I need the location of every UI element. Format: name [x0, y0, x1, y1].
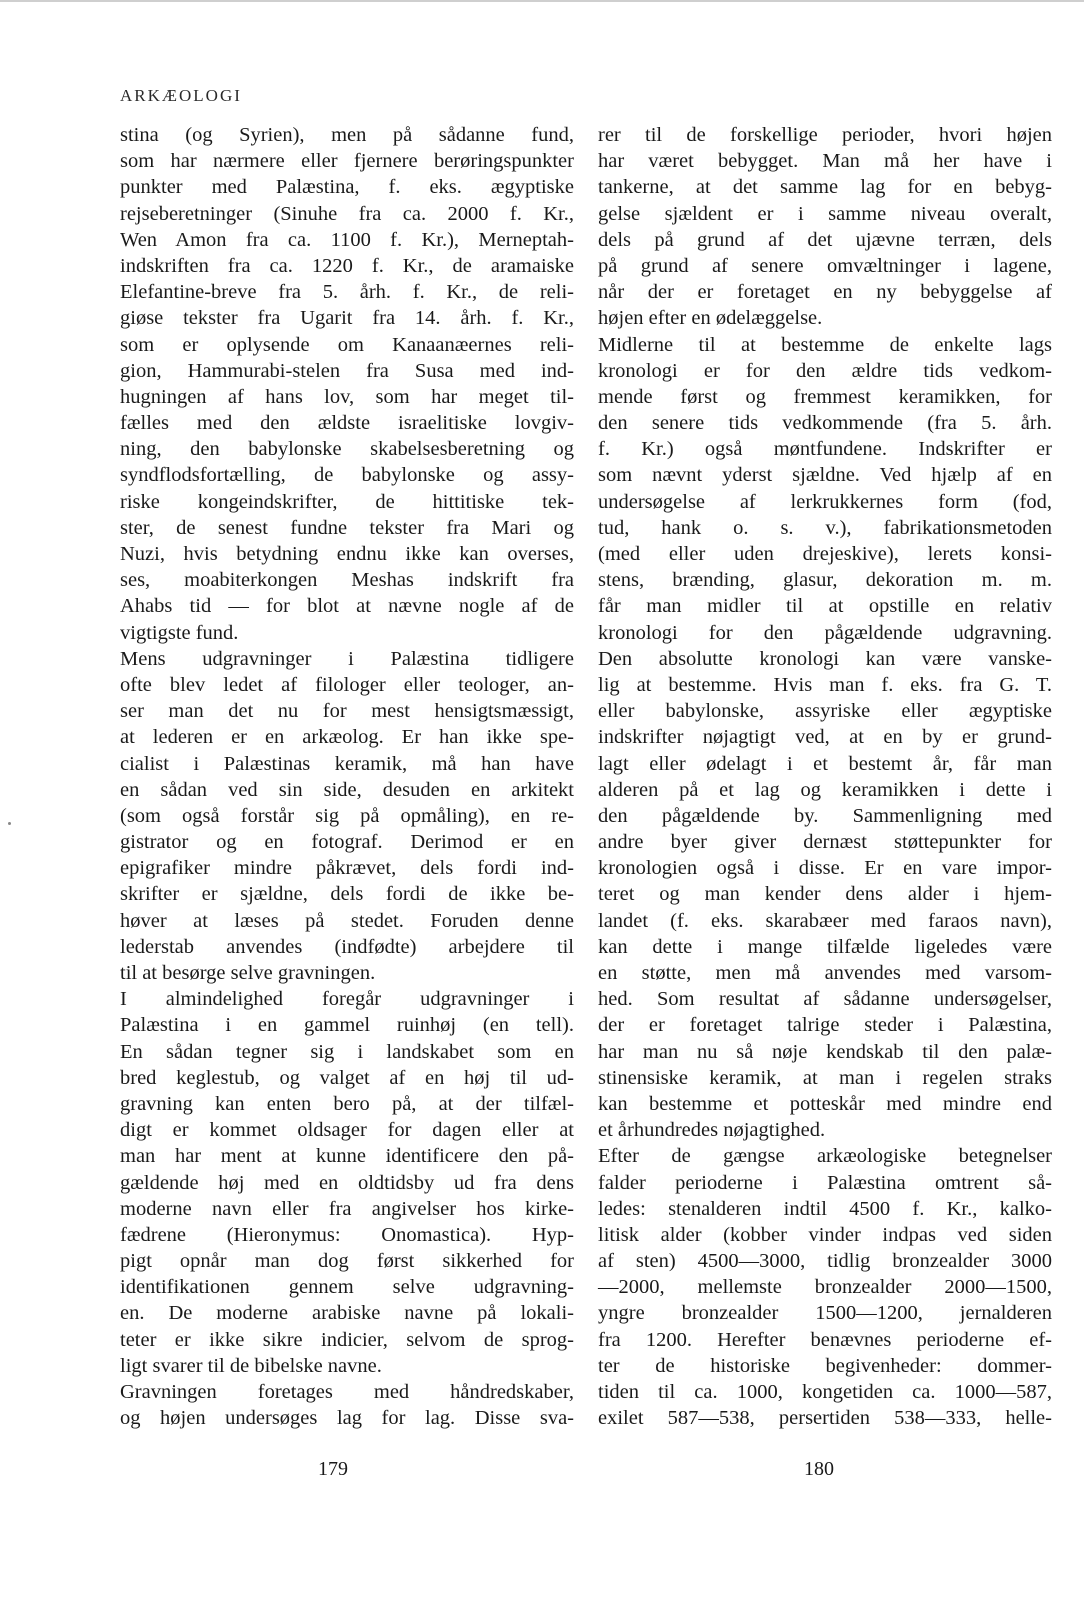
text-line: stens, brænding, glasur, dekoration m. m. — [598, 569, 1052, 592]
text-line: skrifter er sjældne, dels fordi de ikke be- — [120, 883, 574, 906]
text-line: En sådan tegner sig i landskabet som en — [120, 1040, 574, 1063]
text-line: som har nærmere eller fjernere berøringspunkter — [120, 150, 574, 173]
text-line: lig at bestemme. Hvis man f. eks. fra G. T. — [598, 673, 1052, 696]
text-line: epigrafiker mindre påkrævet, dels fordi ind- — [120, 857, 574, 880]
text-line: der er foretaget talrige steder i Palæstina, — [598, 1014, 1052, 1037]
text-line: dels på grund af det ujævne terræn, dels — [598, 228, 1052, 251]
text-line: hed. Som resultat af sådanne undersøgelser, — [598, 988, 1052, 1011]
text-line: indskriften fra ca. 1220 f. Kr., de aramaiske — [120, 254, 574, 277]
text-line: ning, den babylonske skabelsesberetning og — [120, 438, 574, 461]
text-line: tankerne, at det samme lag for en bebyg- — [598, 176, 1052, 199]
text-line: kronologien også i disse. Er en vare impor- — [598, 857, 1052, 880]
text-line: lagt eller ødelagt i et bestemt år, får man — [598, 752, 1052, 775]
text-line: en støtte, men må anvendes med varsom- — [598, 962, 1052, 984]
text-line: falder perioderne i Palæstina omtrent så- — [598, 1171, 1052, 1194]
text-line: andre byer giver dernæst støttepunkter for — [598, 831, 1052, 854]
text-line: af sten) 4500—3000, tidlig bronzealder 3000 — [598, 1250, 1052, 1273]
text-line: fædrene (Hieronymus: Onomastica). Hyp- — [120, 1223, 574, 1246]
text-line: lederstab anvendes (indfødte) arbejdere til — [120, 935, 574, 958]
text-line: moderne navn eller fra angivelser hos kirke- — [120, 1197, 574, 1220]
right-text-column — [598, 122, 1052, 1431]
left-text-column — [120, 122, 574, 1431]
text-line: teret og man kender dens alder i hjem- — [598, 883, 1052, 906]
text-line: exilet 587—538, persertiden 538—333, helle- — [598, 1407, 1052, 1430]
text-line: Wen Amon fra ca. 1100 f. Kr.), Merneptah- — [120, 228, 574, 251]
text-line: en sådan ved sin side, desuden en arkitekt — [120, 778, 574, 801]
text-line: at lederen er en arkæolog. Er han ikke spe- — [120, 726, 574, 749]
running-head: ARKÆOLOGI — [120, 86, 242, 105]
text-line: man har ment at kunne identificere den på- — [120, 1145, 574, 1168]
text-line: kan bestemme et potteskår med mindre end — [598, 1092, 1052, 1115]
page-number-left: 179 — [318, 1458, 348, 1480]
text-line: giøse tekster fra Ugarit fra 14. årh. f. Kr., — [120, 307, 574, 330]
text-line: alderen på et lag og keramikken i dette i — [598, 778, 1052, 801]
text-line: Ahabs tid — for blot at nævne nogle af de — [120, 595, 574, 618]
text-line: bred keglestub, og valget af en høj til ud- — [120, 1066, 574, 1089]
text-line: høver at læses på stedet. Foruden denne — [120, 909, 574, 932]
text-line: ses, moabiterkongen Meshas indskrift fra — [120, 569, 574, 592]
text-line: syndflodsfortælling, de babylonske og assy- — [120, 464, 574, 487]
text-line: vigtigste fund. — [120, 621, 239, 644]
text-line: ledes: stenalderen indtil 4500 f. Kr., kalko- — [598, 1197, 1052, 1220]
text-line: Mens udgravninger i Palæstina tidligere — [120, 647, 574, 670]
text-line: Efter de gængse arkæologiske betegnelser — [598, 1145, 1052, 1168]
text-line: stinensiske keramik, at man i regelen straks — [598, 1066, 1052, 1089]
text-line: hugningen af hans lov, som har meget til- — [120, 385, 574, 408]
text-line: (som også forstår sig på opmåling), en re- — [120, 804, 574, 827]
text-line: identifikationen gennem selve udgravning- — [120, 1276, 574, 1299]
text-line: gældende høj med en oldtidsby ud fra dens — [120, 1171, 574, 1194]
text-line: pigt opnår man dog først sikkerhed for — [120, 1250, 574, 1273]
text-line: eller babylonske, assyriske eller ægyptiske — [598, 700, 1052, 723]
page-number-right: 180 — [804, 1458, 834, 1480]
text-line: indskrifter nøjagtigt ved, at en by er grund- — [598, 726, 1052, 749]
text-line: teter er ikke sikre indicier, selvom de sprog- — [120, 1328, 574, 1351]
scan-speck — [8, 822, 11, 825]
text-line: —2000, mellemste bronzealder 2000—1500, — [598, 1276, 1052, 1299]
text-line: tiden til ca. 1000, kongetiden ca. 1000—587, — [598, 1381, 1052, 1403]
text-line: ligt svarer til de bibelske navne. — [120, 1354, 382, 1377]
text-line: Midlerne til at bestemme de enkelte lags — [598, 333, 1052, 356]
text-line: stina (og Syrien), men på sådanne fund, — [120, 124, 574, 146]
text-line: litisk alder (kobber vinder indpas ved siden — [598, 1223, 1052, 1246]
text-line: landet (f. eks. skarabæer med faraos navn), — [598, 909, 1052, 932]
text-line: digt er kommet oldsager for dagen eller at — [120, 1119, 574, 1142]
text-line: som er oplysende om Kanaanæernes reli- — [120, 333, 574, 356]
text-line: riske kongeindskrifter, de hittitiske tek- — [120, 490, 574, 513]
text-line: en. De moderne arabiske navne på lokali- — [120, 1302, 574, 1325]
text-line: punkter med Palæstina, f. eks. ægyptiske — [120, 176, 574, 199]
text-line: højen efter en ødelæggelse. — [598, 307, 823, 330]
text-line: cialist i Palæstinas keramik, må han have — [120, 752, 574, 775]
text-line: fælles med den ældste israelitiske lovgiv- — [120, 412, 574, 435]
text-line: undersøgelse af lerkrukkernes form (fod, — [598, 490, 1052, 513]
text-line: kronologi er for den ældre tids vedkom- — [598, 359, 1052, 382]
text-line: på grund af senere omvæltninger i lagene, — [598, 254, 1052, 277]
text-line: et århundredes nøjagtighed. — [598, 1119, 826, 1142]
text-line: Den absolutte kronologi kan være vanske- — [598, 647, 1052, 670]
text-line: og højen undersøges lag for lag. Disse sva- — [120, 1407, 574, 1430]
text-line: Palæstina i en gammel ruinhøj (en tell). — [120, 1014, 574, 1037]
text-line: får man midler til at opstille en relativ — [598, 595, 1052, 618]
text-line: gelse sjældent er i samme niveau overalt, — [598, 202, 1052, 225]
text-line: rer til de forskellige perioder, hvori højen — [598, 124, 1052, 146]
text-line: f. Kr.) også møntfundene. Indskrifter er — [598, 438, 1052, 461]
text-line: kronologi for den pågældende udgravning. — [598, 621, 1052, 644]
text-line: gion, Hammurabi-stelen fra Susa med ind- — [120, 359, 574, 382]
text-line: har man nu så nøje kendskab til den palæ- — [598, 1040, 1052, 1063]
text-line: den senere tids vedkommende (fra 5. årh. — [598, 412, 1052, 435]
text-line: mende først og fremmest keramikken, for — [598, 385, 1052, 408]
text-line: har været bebygget. Man må her have i — [598, 150, 1052, 173]
text-line: når der er foretaget en ny bebyggelse af — [598, 281, 1052, 304]
text-line: yngre bronzealder 1500—1200, jernalderen — [598, 1302, 1052, 1325]
text-line: kan dette i mange tilfælde ligeledes være — [598, 935, 1052, 958]
text-line: (med eller uden drejeskive), lerets konsi- — [598, 543, 1052, 565]
text-line: som nævnt yderst sjældne. Ved hjælp af en — [598, 464, 1052, 487]
text-line: Gravningen foretages med håndredskaber, — [120, 1381, 574, 1403]
text-line: I almindelighed foregår udgravninger i — [120, 988, 574, 1011]
text-line: ter de historiske begivenheder: dommer- — [598, 1354, 1052, 1377]
page-top-edge — [0, 0, 1084, 2]
text-line: ofte blev ledet af filologer eller teologer, an- — [120, 673, 574, 696]
text-line: Nuzi, hvis betydning endnu ikke kan overses, — [120, 543, 574, 565]
text-line: til at besørge selve gravningen. — [120, 962, 376, 984]
text-line: gravning kan enten bero på, at der tilfæl- — [120, 1092, 574, 1115]
text-line: den pågældende by. Sammenligning med — [598, 804, 1052, 827]
text-line: Elefantine-breve fra 5. årh. f. Kr., de reli- — [120, 281, 574, 304]
text-line: ster, de senest fundne tekster fra Mari og — [120, 516, 574, 539]
text-line: fra 1200. Herefter benævnes perioderne ef- — [598, 1328, 1052, 1351]
text-line: ser man det nu for mest hensigtsmæssigt, — [120, 700, 574, 723]
text-line: rejseberetninger (Sinuhe fra ca. 2000 f. Kr., — [120, 202, 574, 225]
text-line: gistrator og en fotograf. Derimod er en — [120, 831, 574, 854]
text-line: tud, hank o. s. v.), fabrikationsmetoden — [598, 516, 1052, 539]
